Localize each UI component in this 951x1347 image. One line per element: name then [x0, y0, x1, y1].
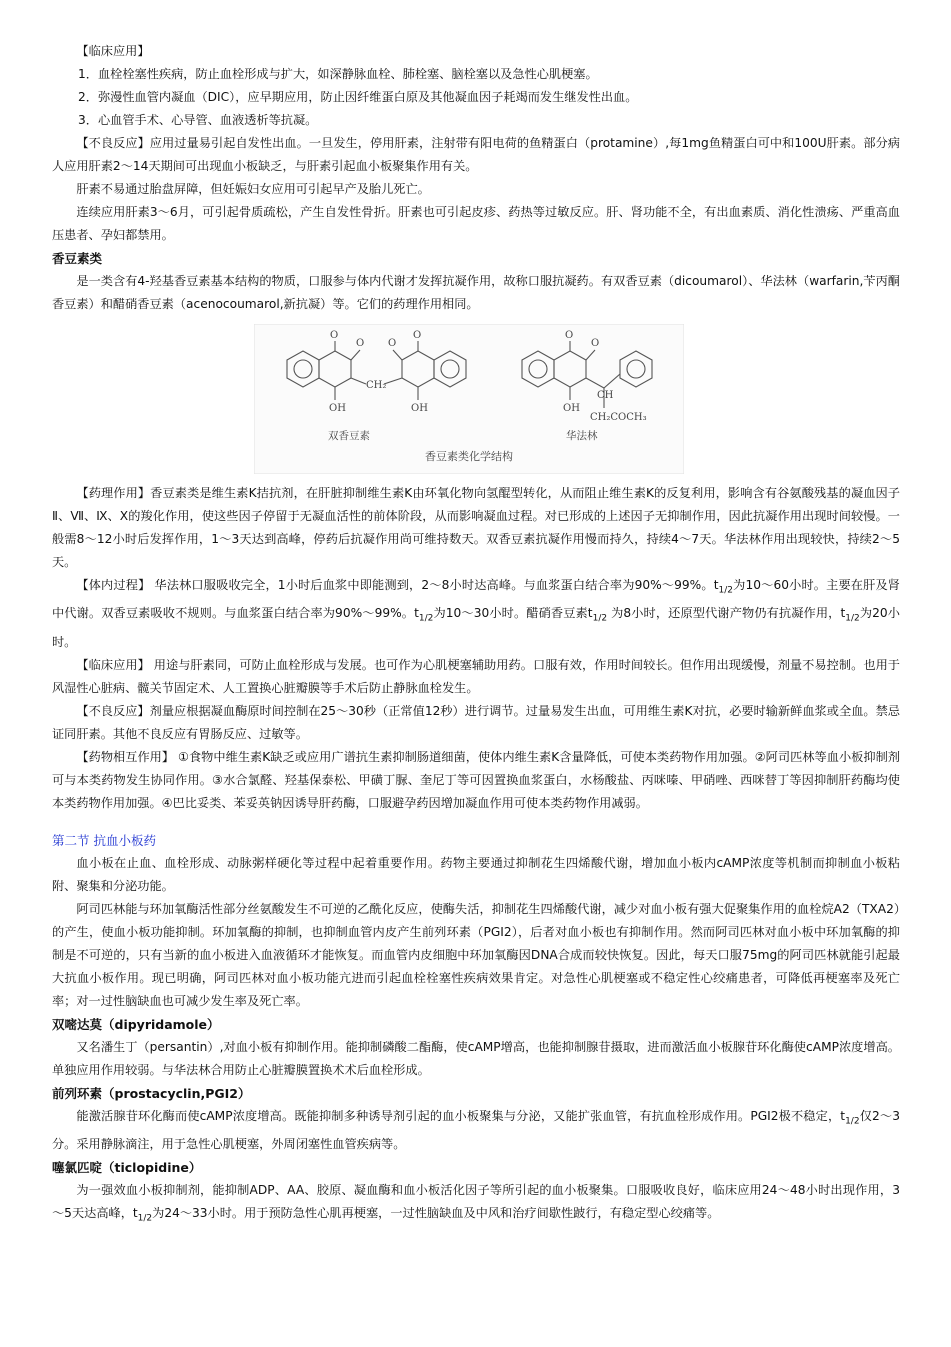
warfarin-label: 华法林 — [566, 430, 598, 442]
drug-interactions-paragraph: 【药物相互作用】 ①食物中维生素K缺乏或应用广谱抗生素抑制肠道细菌，使体内维生素K含量降低，可使本类药物作用加强。②阿司匹林等血小板抑制剂可与本类药物发生协同作用。③水合氯醛、羟基保泰松、甲磺丁脲、奎尼丁等可因置换血浆蛋白，水杨酸盐、丙咪嗪、甲硝唑、西咪替丁等因抑制肝药酶均使本类药物作用加强。④巴比妥类、苯妥英钠因诱导肝药酶，口服避孕药因增加凝血作用可使本类药物作用减弱。 — [52, 749, 900, 810]
antiplatelet-intro: 血小板在止血、血栓形成、动脉粥样硬化等过程中起着重要作用。药物主要通过抑制花生四烯酸代谢，增加血小板内cAMP浓度等机制而抑制血小板粘附、聚集和分泌功能。 — [52, 855, 900, 893]
atom-ch2coch3: CH₂COCH₃ — [590, 412, 647, 423]
pharmacology-paragraph: 【药理作用】香豆素类是维生素K拮抗剂，在肝脏抑制维生素K由环氧化物向氢醌型转化，从而阻止维生素K的反复利用，影响含有谷氨酸残基的凝血因子Ⅱ、Ⅶ、Ⅸ、Ⅹ的羧化作用，使这些因子停留于无凝血活性的前体阶段，从而影响凝血过程。对已形成的上述因子无抑制作用，因此抗凝作用出现时间较慢。一般需8～12小时后发挥作用，1～3天达到高峰，停药后抗凝作用尚可维持数天。双香豆素抗凝作用慢而持久，持续4～7天。华法林作用出现较快，持续2～5天。 — [52, 486, 900, 569]
atom-ch2: CH₂ — [366, 380, 387, 391]
dipyridamole-heading: 双嘧达莫（dipyridamole） — [52, 1016, 220, 1032]
atom-oh-1: OH — [329, 403, 346, 414]
atom-o-2: O — [356, 338, 365, 349]
atom-o-4: O — [413, 330, 422, 341]
atom-o-3: O — [388, 338, 397, 349]
clinical-use-item-2: 2．弥漫性血管内凝血（DIC），应早期应用，防止因纤维蛋白原及其他凝血因子耗竭而发生继发性出血。 — [78, 90, 638, 104]
prostacyclin-paragraph: 能激活腺苷环化酶而使cAMP浓度增高。既能抑制多种诱导剂引起的血小板聚集与分泌，又能扩张血管，有抗血栓形成作用。PGI2极不稳定，$t_{1/2}$仅2～3分。采用静脉滴注，用于急性心肌梗塞，外周闭塞性血管疾病等。 — [52, 1108, 900, 1152]
aspirin-paragraph: 阿司匹林能与环加氧酶活性部分丝氨酸发生不可逆的乙酰化反应，使酶失活，抑制花生四烯酸代谢，减少对血小板有强大促聚集作用的血栓烷A2（TXA2）的产生，使血小板功能抑制。环加氧酶的抑制，也抑制血管内皮产生前列环素（PGI2），后者对血小板也有抑制作用。然而阿司匹林对血小板中环加氧酶的抑制是不可逆的，只有当新的血小板进入血液循环才能恢复。而血管内皮细胞中环加氧酶因DNA合成而较快恢复。因此，每天口服75mg的阿司匹林就能引起最大抗血小板作用。现已明确，阿司匹林对血小板功能亢进而引起血栓栓塞性疾病效果肯定。对急性心肌梗塞或不稳定性心绞痛患者，可降低再梗塞率及死亡率；对一过性脑缺血也可减少发生率及死亡率。 — [52, 901, 900, 1008]
document-page — [52, 40, 900, 1231]
atom-ch: CH — [597, 390, 614, 401]
prostacyclin-heading: 前列环素（prostacyclin,PGI2） — [52, 1085, 251, 1101]
coumarin-heading: 香豆素类 — [52, 251, 103, 266]
clinical-use-item-1: 1．血栓栓塞性疾病，防止血栓形成与扩大，如深静脉血栓、肺栓塞、脑栓塞以及急性心肌梗塞。 — [78, 67, 598, 81]
placenta-paragraph: 肝素不易通过胎盘屏障，但妊娠妇女应用可引起早产及胎儿死亡。 — [76, 182, 430, 196]
atom-o-6: O — [591, 338, 600, 349]
coumarin-intro: 是一类含有4-羟基香豆素基本结构的物质，口服参与体内代谢才发挥抗凝作用，故称口服抗凝药。有双香豆素（dicoumarol）、华法林（warfarin,苄丙酮香豆素）和醋硝香豆素（acenocoumarol,新抗凝）等。它们的药理作用相同。 — [52, 274, 900, 311]
atom-oh-3: OH — [563, 403, 580, 414]
ticlopidine-paragraph: 为一强效血小板抑制剂，能抑制ADP、AA、胶原、凝血酶和血小板活化因子等所引起的血小板聚集。口服吸收良好，临床应用24～48小时出现作用，3～5天达高峰，$t_{1/2}$为24～33小时。用于预防急性心肌再梗塞，一过性脑缺血及中风和治疗间歇性跛行，有稳定型心绞痛等。 — [52, 1183, 900, 1224]
ticlopidine-heading: 噻氯匹啶（ticlopidine） — [52, 1160, 202, 1176]
adverse-reaction-paragraph: 【不良反应】应用过量易引起自发性出血。一旦发生，停用肝素，注射带有阳电荷的鱼精蛋白（protamine）,每1mg鱼精蛋白可中和100U肝素。部分病人应用肝素2～14天期间可出现血小板缺乏，与肝素引起血小板聚集作用有关。 — [52, 136, 900, 173]
clinical-use-item-3: 3．心血管手术、心导管、血液透析等抗凝。 — [78, 113, 318, 127]
atom-o-5: O — [565, 330, 574, 341]
osteoporosis-paragraph: 连续应用肝素3～6月，可引起骨质疏松，产生自发性骨折。肝素也可引起皮疹、药热等过敏反应。肝、肾功能不全，有出血素质、消化性溃疡、严重高血压患者、孕妇都禁用。 — [52, 205, 900, 242]
dicoumarol-label: 双香豆素 — [328, 430, 370, 442]
clinical-use-title: 【临床应用】 — [76, 44, 150, 58]
pharmacokinetics-paragraph: 【体内过程】 华法林口服吸收完全，1小时后血浆中即能测到，2～8小时达高峰。与血浆蛋白结合率为90%～99%。$t_{1/2}$为10～60小时。主要在肝及肾中代谢。双香豆素吸收不规则。与血浆蛋白结合率为90%～99%。$t_{1/2}$为10～30小时。醋硝香豆素$t_{1/2}$ 为8小时，还原型代谢产物仍有抗凝作用，$t_{1/2}$为20小时。 — [52, 578, 900, 649]
coumarin-adverse-paragraph: 【不良反应】剂量应根据凝血酶原时间控制在25～30秒（正常值12秒）进行调节。过量易发生出血，可用维生素K对抗，必要时输新鲜血浆或全血。禁忌证同肝素。其他不良反应有胃肠反应、过敏等。 — [52, 703, 900, 741]
atom-o-1: O — [330, 330, 339, 341]
dipyridamole-paragraph: 又名潘生丁（persantin）,对血小板有抑制作用。能抑制磷酸二酯酶，使cAMP增高，也能抑制腺苷摄取，进而激活血小板腺苷环化酶使cAMP浓度增高。单独应用作用较弱。与华法林合用防止心脏瓣膜置换术术后血栓形成。 — [52, 1039, 900, 1077]
figure-caption: 香豆素类化学结构 — [425, 450, 513, 463]
section-heading-antiplatelet: 第二节 抗血小板药 — [52, 832, 156, 848]
coumarin-clinical-paragraph: 【临床应用】 用途与肝素同，可防止血栓形成与发展。也可作为心肌梗塞辅助用药。口服有效，作用时间较长。但作用出现缓慢，剂量不易控制。也用于风湿性心脏病、髋关节固定术、人工置换心脏瓣膜等手术后防止静脉血栓发生。 — [52, 657, 900, 695]
coumarin-structure-figure — [254, 324, 684, 474]
atom-oh-2: OH — [411, 403, 428, 414]
